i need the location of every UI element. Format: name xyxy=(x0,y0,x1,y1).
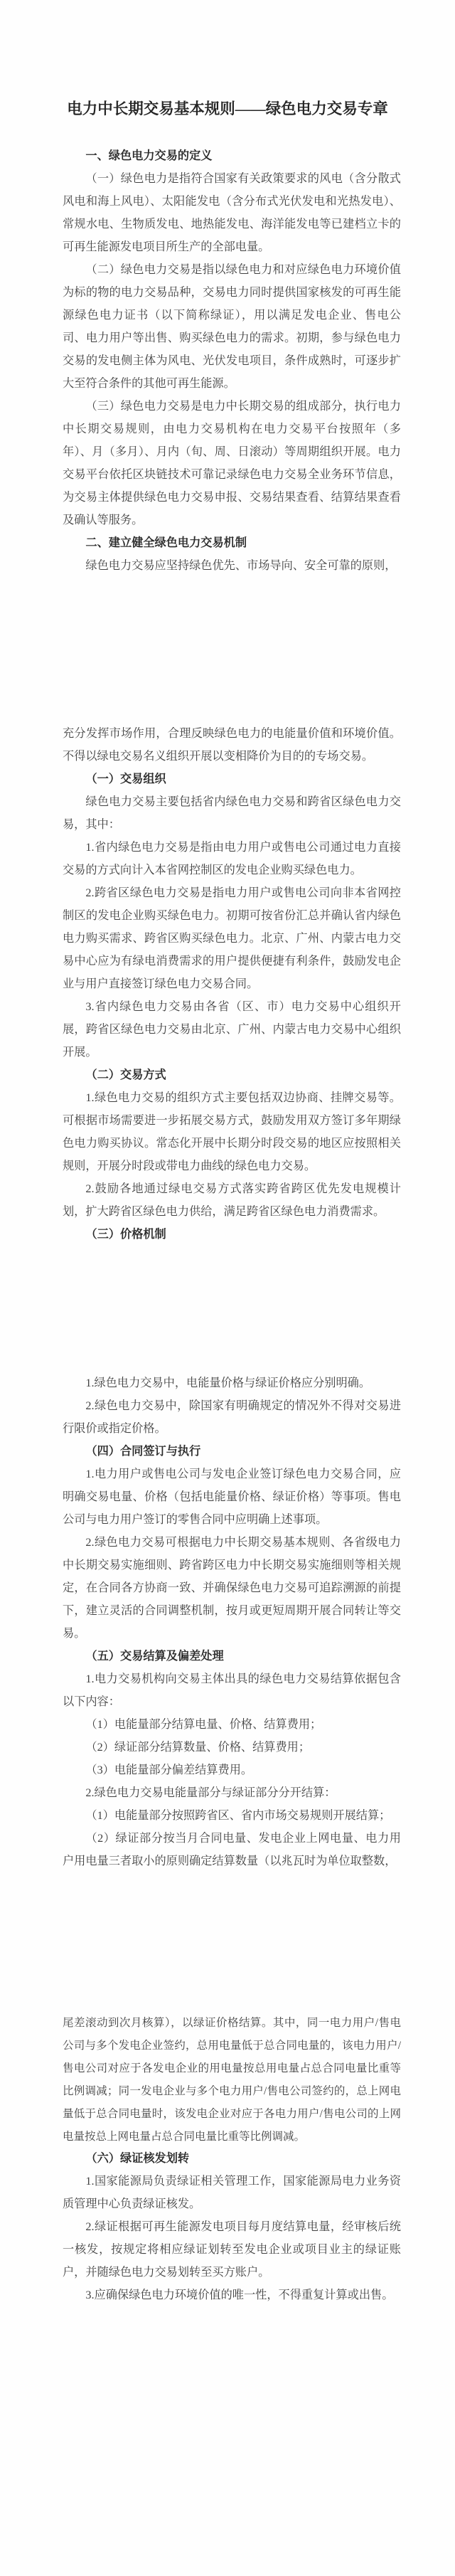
list-item-settlement-split-2-cont: 尾差滚动到次月核算），以绿证价格结算。其中，同一电力用户/售电公司与多个发电企业签约，总用电量低于总合同电量的，该电力用户/售电公司对应于各发电企业的用电量按总用电量占总合同电量比重等比例调减；同一发电企业与多个电力用户/售电公司签约的，总上网电量低于总合同电量时，该发电企业对应于各电力用户/售电公司的上网电量按总上网电量占总合同电量比重等比例调减。 xyxy=(63,2017,401,2143)
contract-heading: （四）合同签订与执行 xyxy=(85,1445,201,1458)
content-block-1 xyxy=(63,144,401,577)
list-item-settlement-split-2-start: （2）绿证部分按当月合同电量、发电企业上网电量、电力用户用电量三者取小的原则确定结算数量（以兆瓦时为单位取整数， xyxy=(63,1832,401,1867)
paragraph-contract-2: 2.绿色电力交易可根据电力中长期交易基本规则、各省级电力中长期交易实施细则、跨省跨区电力中长期交易实施细则等相关规定，在合同各方协商一致、并确保绿色电力交易可追踪溯源的前提下，建立灵活的合同调整机制，按月或更短周期开展合同转让等交易。 xyxy=(63,1536,401,1640)
list-item-settlement-basis-2: （2）绿证部分结算数量、价格、结算费用； xyxy=(85,1741,311,1754)
content-block-2 xyxy=(63,722,401,1246)
section-1-heading: 一、绿色电力交易的定义 xyxy=(85,149,213,162)
price-heading: （三）价格机制 xyxy=(85,1228,166,1241)
paragraph-price-1: 1.绿色电力交易中，电能量价格与绿证价格应分别明确。 xyxy=(85,1377,371,1389)
paragraph-organization-3: 2.跨省区绿色电力交易是指电力用户或售电公司向非本省网控制区的发电企业购买绿色电力。初期可按省份汇总并确认省内绿色电力购买需求、跨省区购买绿色电力。北京、广州、内蒙古电力交易中心应为有绿电消费需求的用户提供便捷有利条件，鼓励发电企业与用户直接签订绿色电力交易合同。 xyxy=(63,886,401,990)
paragraph-contract-1: 1.电力用户或售电公司与发电企业签订绿色电力交易合同，应明确交易电量、价格（包括电能量价格、绿证价格）等事项。售电公司与电力用户签订的零售合同中应明确上述事项。 xyxy=(63,1468,401,1526)
section-2-heading: 二、建立健全绿色电力交易机制 xyxy=(85,536,247,549)
mode-heading: （二）交易方式 xyxy=(85,1069,166,1081)
paragraph-mechanism-intro-start: 绿色电力交易应坚持绿色优先、市场导向、安全可靠的原则， xyxy=(85,559,397,572)
paragraph-organization-4: 3.省内绿色电力交易由各省（区、市）电力交易中心组织开展，跨省区绿色电力交易由北京、广州、内蒙古电力交易中心组织开展。 xyxy=(63,1000,401,1059)
paragraph-mode-2: 2.鼓励各地通过绿电交易方式落实跨省跨区优先发电规模计划，扩大跨省区绿色电力供给，满足跨省区绿色电力消费需求。 xyxy=(63,1182,401,1218)
paragraph-organization-1: 绿色电力交易主要包括省内绿色电力交易和跨省区绿色电力交易，其中： xyxy=(63,795,401,831)
list-item-settlement-basis-3: （3）电能量部分偏差结算费用。 xyxy=(85,1764,253,1776)
content-block-3 xyxy=(63,1372,401,1872)
certificate-heading: （六）绿证核发划转 xyxy=(85,2152,190,2165)
paragraph-mode-1: 1.绿色电力交易的组织方式主要包括双边协商、挂牌交易等。可根据市场需要进一步拓展交易方式，鼓励发用双方签订多年期绿色电力购买协议。常态化开展中长期分时段交易的地区应按照相关规则，开展分时段或带电力曲线的绿色电力交易。 xyxy=(63,1091,401,1172)
paragraph-certificate-2: 2.绿证根据可再生能源发电项目每月度结算电量，经审核后统一核发，按规定将相应绿证划转至发电企业或项目业主的绿证账户，并随绿色电力交易划转至买方账户。 xyxy=(63,2220,401,2279)
paragraph-price-2: 2.绿色电力交易中，除国家有明确规定的情况外不得对交易进行限价或指定价格。 xyxy=(63,1399,401,1435)
paragraph-definition-3: （三）绿色电力交易是电力中长期交易的组成部分，执行电力中长期交易规则，由电力交易机构在电力交易平台按照年（多年）、月（多月）、月内（旬、周、日滚动）等周期组织开展。电力交易平台依托区块链技术可靠记录绿色电力交易全业务环节信息，为交易主体提供绿色电力交易申报、交易结果查看、结算结果查看及确认等服务。 xyxy=(63,400,401,526)
paragraph-settlement-2: 2.绿色电力交易电能量部分与绿证部分分开结算： xyxy=(85,1786,336,1799)
paragraph-organization-2: 1.省内绿色电力交易是指由电力用户或售电公司通过电力直接交易的方式向计入本省网控制区的发电企业购买绿色电力。 xyxy=(63,841,401,876)
organization-heading: （一）交易组织 xyxy=(85,773,166,785)
paragraph-settlement-1: 1.电力交易机构向交易主体出具的绿色电力交易结算依据包含以下内容： xyxy=(63,1673,401,1708)
list-item-settlement-split-1: （1）电能量部分按照跨省区、省内市场交易规则开展结算； xyxy=(85,1809,391,1822)
list-item-settlement-basis-1: （1）电能量部分结算电量、价格、结算费用； xyxy=(85,1718,322,1731)
paragraph-definition-1: （一）绿色电力是指符合国家有关政策要求的风电（含分散式风电和海上风电）、太阳能发电（含分布式光伏发电和光热发电）、常规水电、生物质发电、地热能发电、海洋能发电等已建档立卡的可再生能源发电项目所生产的全部电量。 xyxy=(63,172,401,253)
paragraph-definition-2: （二）绿色电力交易是指以绿色电力和对应绿色电力环境价值为标的物的电力交易品种，交易电力同时提供国家核发的可再生能源绿色电力证书（以下简称绿证），用以满足发电企业、售电公司、电力用户等出售、购买绿色电力的需求。初期，参与绿色电力交易的发电侧主体为风电、光伏发电项目，条件成熟时，可逐步扩大至符合条件的其他可再生能源。 xyxy=(63,263,401,390)
paragraph-mechanism-intro-cont: 充分发挥市场作用，合理反映绿色电力的电能量价值和环境价值。不得以绿电交易名义组织开展以变相降价为目的的专场交易。 xyxy=(63,727,401,763)
certificate-section xyxy=(63,2147,401,2306)
content-block-4 xyxy=(63,2012,401,2148)
paragraph-certificate-3: 3.应确保绿色电力环境价值的唯一性，不得重复计算或出售。 xyxy=(85,2289,394,2301)
settlement-heading: （五）交易结算及偏差处理 xyxy=(85,1650,224,1663)
document-title: 电力中长期交易基本规则——绿色电力交易专章 xyxy=(67,100,388,117)
paragraph-certificate-1: 1.国家能源局负责绿证相关管理工作，国家能源局电力业务资质管理中心负责绿证核发。 xyxy=(63,2175,401,2210)
